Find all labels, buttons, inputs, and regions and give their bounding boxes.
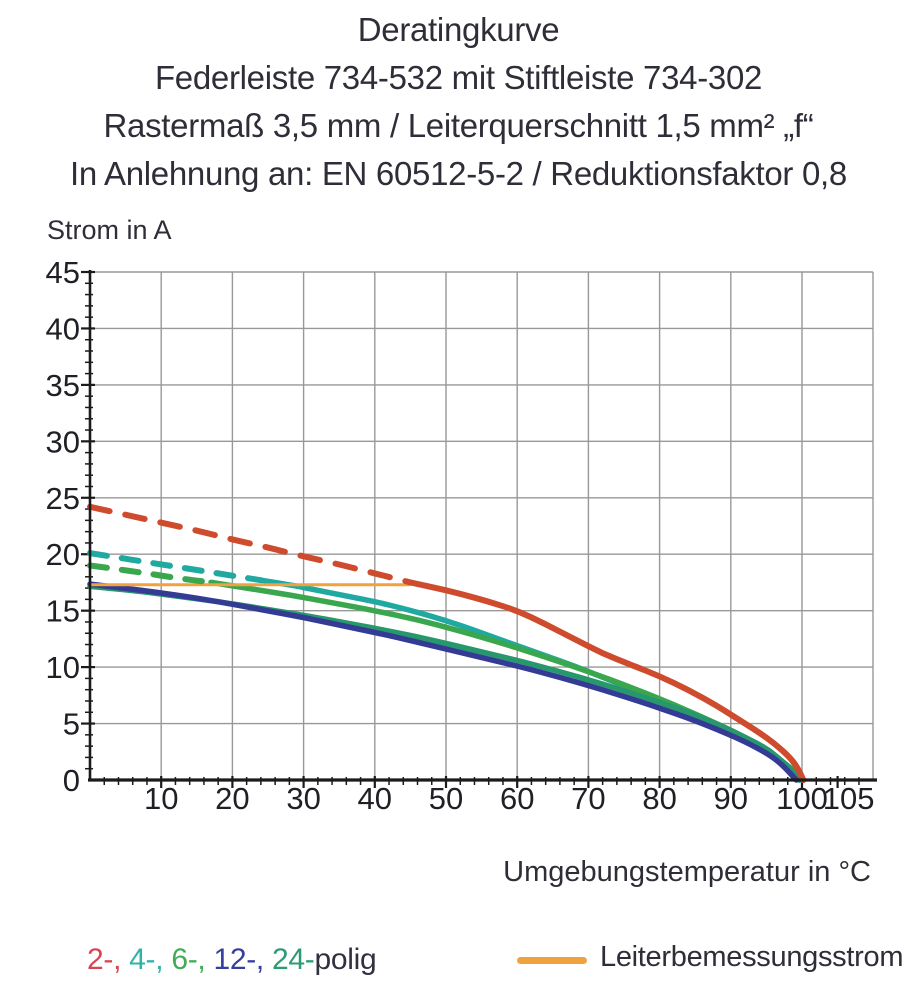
legend-cap-entry [517,941,903,974]
cap-line-swatch [517,957,587,964]
y-tick-label: 10 [45,650,80,686]
x-tick-label: 40 [357,781,393,816]
y-tick-label: 35 [45,367,80,403]
series-dashed-4-polig [90,553,261,580]
legend-pole-label: 12-, [213,943,272,976]
legend-pole-label: 24- [272,943,315,976]
y-tick-label: 40 [45,311,80,347]
x-tick-label: 30 [286,781,321,816]
legend-pole-label: 6-, [171,943,214,976]
x-tick-label: 100 [776,781,828,816]
x-tick-label: 90 [713,781,749,816]
x-tick-label: 20 [215,781,250,816]
chart-title-line-1: Deratingkurve [357,11,560,48]
gridlines [90,272,873,780]
chart-title-line-3: Rastermaß 3,5 mm / Leiterquerschnitt 1,5 mm² „f“ [103,107,814,144]
y-axis-title: Strom in A [47,215,172,245]
x-tick-labels [144,781,875,816]
cap-line-label: Leiterbemessungsstrom [600,941,904,973]
y-tick-labels [46,255,80,798]
legend-pole-counts [87,943,376,977]
y-tick-label: 20 [45,537,80,573]
chart-title-line-2: Federleiste 734-532 mit Stiftleiste 734-302 [154,59,763,96]
series-solid-24-polig [90,586,799,780]
x-tick-label: 70 [571,781,606,816]
chart-title-line-4: In Anlehnung an: EN 60512-5-2 / Reduktionsfaktor 0,8 [70,155,847,192]
y-tick-label: 0 [62,763,80,798]
x-tick-label: 80 [642,781,677,816]
axes [88,270,877,781]
x-tick-label: 60 [499,781,535,816]
y-tick-label: 15 [45,593,80,629]
x-tick-label: 50 [428,781,464,816]
x-tick-label: 10 [143,781,179,816]
series-solid-12-polig [90,584,796,780]
series-curves [90,507,803,780]
y-tick-label: 30 [45,424,80,460]
y-tick-label: 45 [45,255,80,290]
x-tick-label: 105 [822,781,875,816]
y-tick-label: 5 [62,706,80,742]
legend-pole-label: 4-, [129,943,172,976]
legend-pole-label: polig [314,943,377,976]
legend-pole-label: 2-, [87,943,130,976]
y-tick-label: 25 [45,480,80,516]
x-axis-title: Umgebungstemperatur in °C [503,856,871,888]
